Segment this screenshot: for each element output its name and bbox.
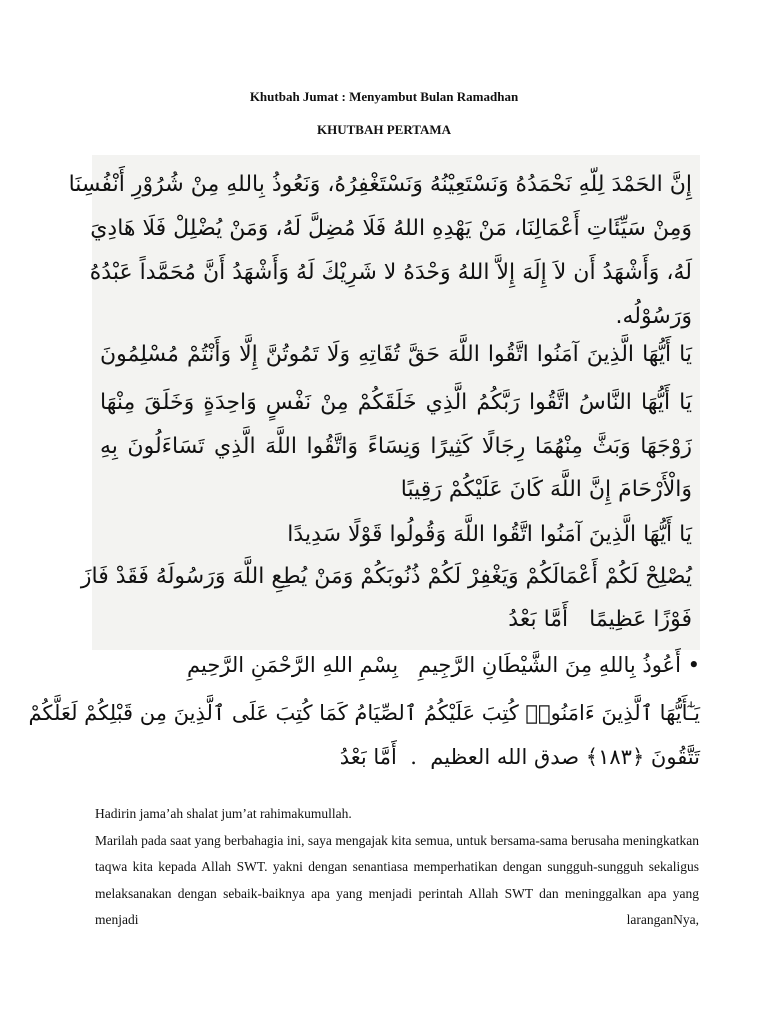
arabic-verse-line: • أَعُوذُ بِاللهِ مِنَ الشَّيْطَانِ الرَّجِيمِ بِسْمِ اللهِ الرَّحْمَنِ الرَّحِيمِ: [187, 653, 700, 677]
paragraph-text: Marilah pada saat yang berbahagia ini, saya mengajak kita semua, untuk bersama-sama berusaha meningkatkan taqwa kita kepada Allah SWT. yakni dengan senantiasa memperhatikan dengan sungguh-sungguh sekaligus melaksanakan dengan sebaik-baiknya apa yang menjadi perintah Allah SWT dan meninggalkan apa yang menjadi laranganNya,: [95, 832, 699, 928]
arabic-line: يَا أَيُّهَا الَّذِينَ آمَنُوا اتَّقُوا اللَّهَ حَقَّ تُقَاتِهِ وَلَا تَمُوتُنَّ إِلَّا وَأَنْتُمْ مُسْلِمُونَ: [100, 342, 692, 367]
body-text: [95, 801, 699, 934]
arabic-line: وَمِنْ سَيِّئَاتِ أَعْمَالِنَا، مَنْ يَهْدِهِ اللهُ فَلَا مُضِلَّ لَهُ، وَمَنْ يُضْلِلْ فَلَا هَادِيَ: [90, 216, 692, 241]
section-heading: KHUTBAH PERTAMA: [317, 122, 451, 137]
arabic-line: زَوْجَهَا وَبَثَّ مِنْهُمَا رِجَالًا كَثِيرًا وَنِسَاءً وَاتَّقُوا اللَّهَ الَّذِي تَسَاءَلُونَ بِهِ: [100, 434, 692, 459]
arabic-line: فَوْزًا عَظِيمًا أَمَّا بَعْدُ: [508, 607, 692, 632]
document-title: Khutbah Jumat : Menyambut Bulan Ramadhan: [249, 89, 519, 104]
arabic-line: يَا أَيُّهَا الَّذِينَ آمَنُوا اتَّقُوا اللَّهَ وَقُولُوا قَوْلًا سَدِيدًا: [287, 522, 692, 547]
arabic-line: يَا أَيُّهَا النَّاسُ اتَّقُوا رَبَّكُمُ الَّذِي خَلَقَكُمْ مِنْ نَفْسٍ وَاحِدَةٍ وَخَلَقَ مِنْهَا: [100, 390, 692, 415]
arabic-line: وَرَسُوْلُه.: [615, 304, 692, 329]
arabic-line: إِنَّ الحَمْدَ لِلّهِ نَحْمَدُهُ وَنَسْتَعِيْنُهُ وَنَسْتَغْفِرُهُ، وَنَعُوذُ بِاللهِ مِنْ شُرُوْرِ أَنْفُسِنَا: [68, 172, 692, 197]
arabic-line: يُصْلِحْ لَكُمْ أَعْمَالَكُمْ وَيَغْفِرْ لَكُمْ ذُنُوبَكُمْ وَمَنْ يُطِعِ اللَّهَ وَرَسُولَهُ فَقَدْ فَازَ: [80, 564, 692, 589]
arabic-line: وَالْأَرْحَامَ إِنَّ اللَّهَ كَانَ عَلَيْكُمْ رَقِيبًا: [400, 477, 692, 502]
arabic-verse-line: يَـٰٓأَيُّهَا ٱلَّذِينَ ءَامَنُوا۟ كُتِبَ عَلَيْكُمُ ٱلصِّيَامُ كَمَا كُتِبَ عَلَى ٱلَّذِينَ مِن قَبْلِكُمْ لَعَلَّكُمْ: [28, 701, 700, 725]
greeting-text: Hadirin jama’ah shalat jum’at rahimakumullah.: [95, 806, 352, 821]
arabic-verse-line: تَتَّقُونَ ﴿١٨٣﴾ صدق الله العظيم . أَمَّا بَعْدُ: [339, 745, 700, 769]
arabic-line: لَهُ، وَأَشْهَدُ أَن لاَ إِلَهَ إِلاَّ اللهُ وَحْدَهُ لا شَرِيْكَ لَهُ وَأَشْهَدُ أَنَّ مُحَمَّداً عَبْدُهُ: [89, 260, 692, 285]
